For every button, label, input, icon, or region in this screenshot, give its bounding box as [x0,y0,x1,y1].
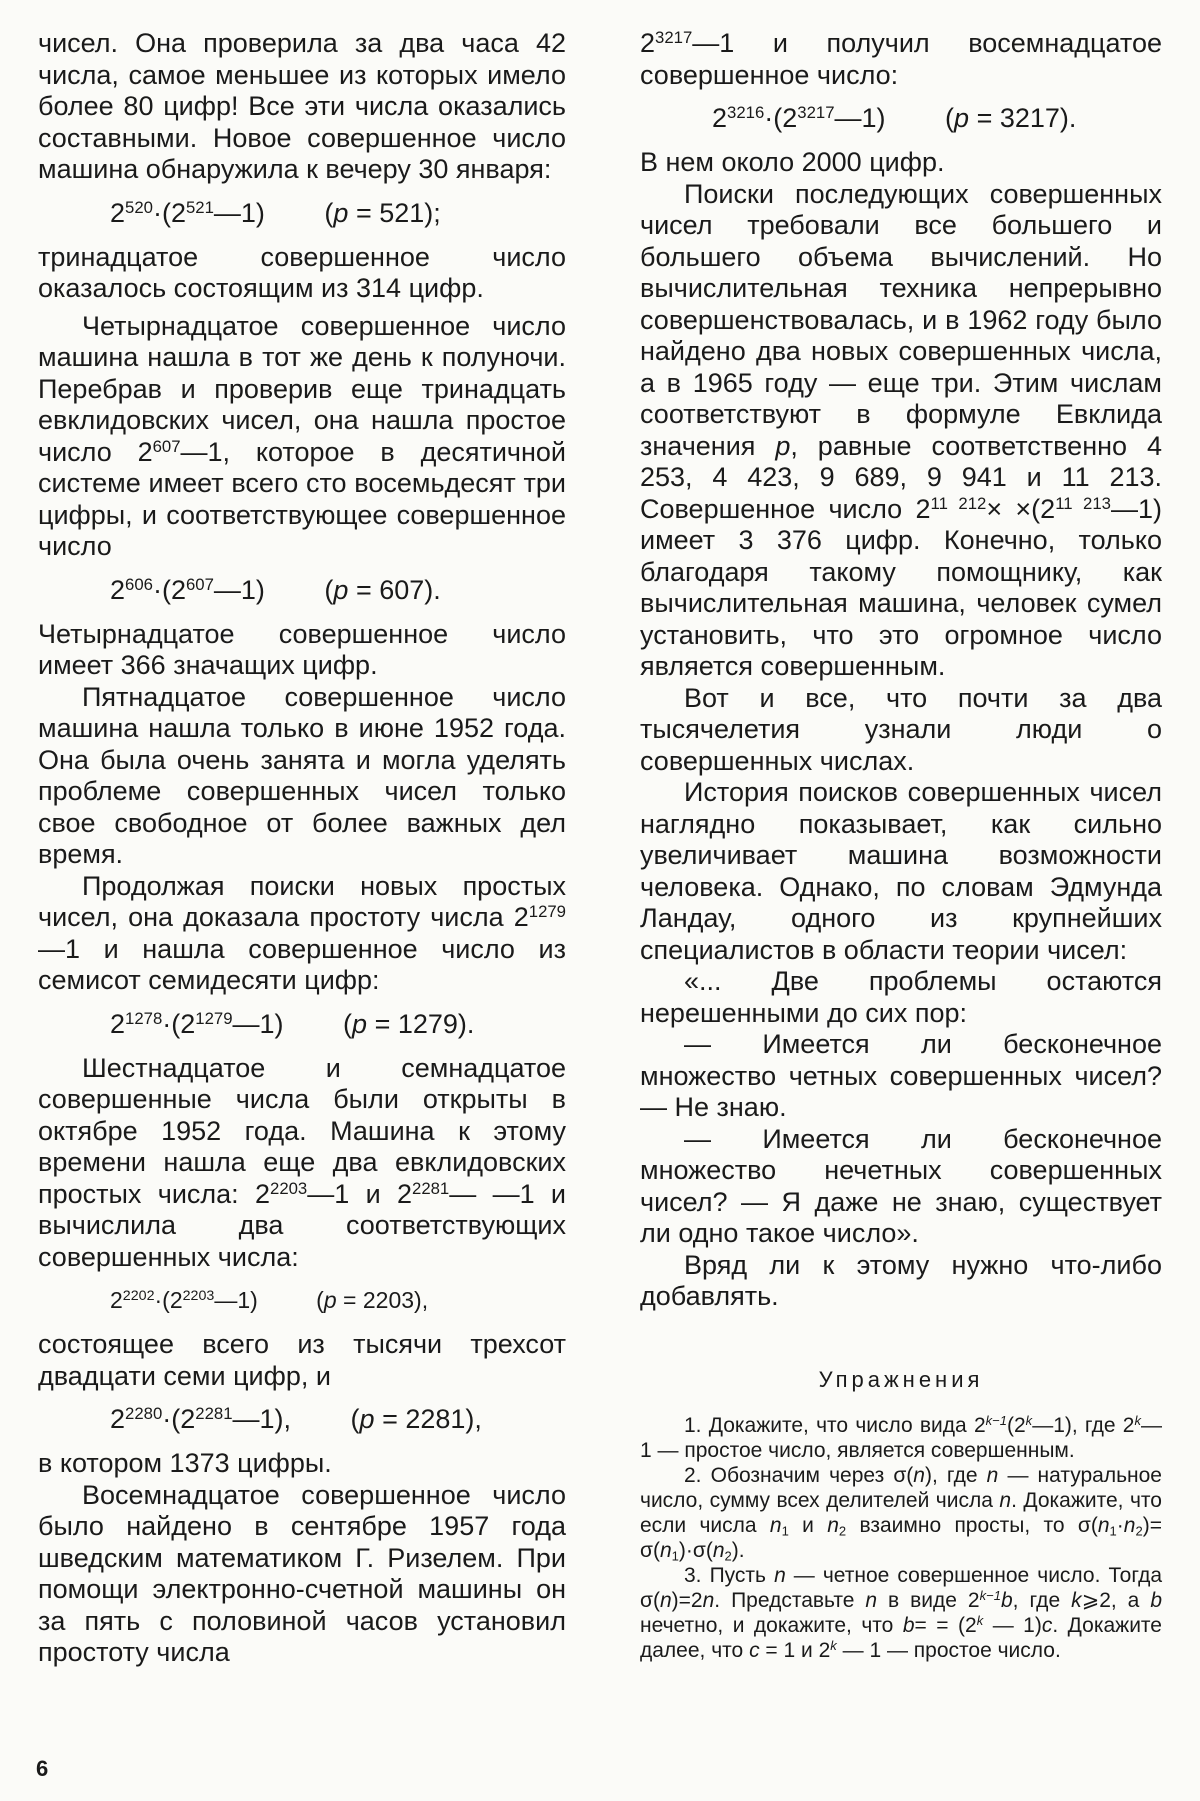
exercise-3: 3. Пусть n — четное совершенное число. Тогда σ(n)=2n. Представьте n в виде $2^{k-1}b$, где k⩾2, а b нечетно, и докажите, что $b= = (2^k$ — 1)c. Докажите далее, что c = 1 и 2$^k$ — 1 — простое число. [640,1563,1162,1662]
paragraph: Четырнадцатое совершенное число машина нашла в тот же день к полуночи. Перебрав и проверив еще тринадцать евклидовских чисел, она нашла простое число $2^{607}—1$, которое в десятичной системе имеет всего сто восемьдесят три цифры, и соответствующее совершенное число [38,310,566,561]
paragraph: Вот и все, что почти за два тысячелетия узнали люди о совершенных числах. [640,682,1162,776]
quote-paragraph: — Имеется ли бесконечное множество четных совершенных чисел? — Не знаю. [640,1029,1162,1122]
paragraph: В нем около 2000 цифр. [640,147,945,177]
right-column [640,28,1162,1663]
paragraph: Вряд ли к этому нужно что-либо добавлять. [640,1249,1162,1311]
paragraph: Поиски последующих совершенных чисел требовали все большего и большего объема вычислений. Но вычислительная техника непрерывно совершенствовалась, и в 1962 году было найдено два новых совершенных числа, а в 1965 году — еще три. Этим числам соответствуют в формуле Евклида значения p, равные соответственно 4 253, 4 423, 9 689, 9 941 и 11 213. Совершенное число $2^{11 212}\times$ $\times(2^{11 213}—1)$ имеет 3 376 цифр. Конечно, только благодаря такому помощнику, как вычислительная машина, человек сумел установить, что это огромное число является совершенным. [640,178,1162,681]
paragraph: История поисков совершенных чисел наглядно показывает, как сильно увеличивает машина возможности человека. Однако, по словам Эдмунда Ландау, одного из крупнейших специалистов в области теории чисел: [640,777,1162,965]
paragraph: в котором 1373 цифры. [38,1448,332,1478]
quote-paragraph: — Имеется ли бесконечное множество нечетных совершенных чисел? — Я даже не знаю, существует ли одно такое число». [640,1123,1162,1248]
paragraph: тринадцатое совершенное число оказалось состоящим из 314 цифр. [38,241,566,303]
paragraph: Продолжая поиски новых простых чисел, она доказала простоту числа $2^{1279}—1$ и нашла совершенное число из семисот семидесяти цифр: [38,870,566,995]
exercise-1: 1. Докажите, что число вида $2^{k-1}(2^k—1)$, где 2$^k$—1 — простое число, является совершенным. [640,1412,1162,1462]
exercises-heading: Упражнения [818,1366,984,1392]
formula: $2^{520}\cdot(2^{521}—1) (p = 521)$; [110,197,441,228]
exercise-2: 2. Обозначим через σ(n), где n — натуральное число, сумму всех делителей числа n. Докажите, что если числа $n_1$ и $n_2$ взаимно просты, то $\sigma(n_1\cdot n_2)= \sigma(n_1)\cdot\sigma(n_2)$. [640,1463,1162,1563]
paragraph: Пятнадцатое совершенное число машина нашла только в июне 1952 года. Она была очень занята и могла уделять проблеме совершенных чисел только свое свободное от более важных дел время. [38,681,566,869]
formula: $2^{3216}\cdot(2^{3217}—1) (p = 3217)$. [712,102,1077,133]
formula: $2^{1278}\cdot(2^{1279}—1) (p = 1279)$. [110,1008,475,1039]
formula: $2^{2280}\cdot(2^{2281}—1)$, (p = 2281), [110,1403,482,1434]
left-column [38,28,566,1669]
paragraph: Четырнадцатое совершенное число имеет 366 значащих цифр. [38,618,566,680]
formula: $2^{606}\cdot(2^{607}—1) (p = 607)$. [110,574,441,605]
paragraph: Шестнадцатое и семнадцатое совершенные числа были открыты в октябре 1952 года. Машина к этому времени нашла еще два евклидовских простых числа: $2^{2203}—1$ и $2^{2281}—$ —1 и вычислила два соответствующих совершенных числа: [38,1052,566,1272]
paragraph: чисел. Она проверила за два часа 42 числа, самое меньшее из которых имело более 80 цифр! Все эти числа оказались составными. Новое совершенное число машина обнаружила к вечеру 30 января: [38,28,566,184]
formula: $2^{2202}\cdot(2^{2203}—1) (p = 2203)$, [110,1287,429,1313]
quote-paragraph: «... Две проблемы остаются нерешенными до сих пор: [640,966,1162,1028]
paragraph: состоящее всего из тысячи трехсот двадцати семи цифр, и [38,1329,566,1391]
paragraph: Восемнадцатое совершенное число было найдено в сентябре 1957 года шведским математиком Г. Ризелем. При помощи электронно-счетной машины он за пять с половиной часов установил простоту числа [38,1479,566,1667]
paragraph: $2^{3217}—1$ и получил восемнадцатое совершенное число: [640,27,1162,90]
page-number: 6 [36,1756,49,1781]
